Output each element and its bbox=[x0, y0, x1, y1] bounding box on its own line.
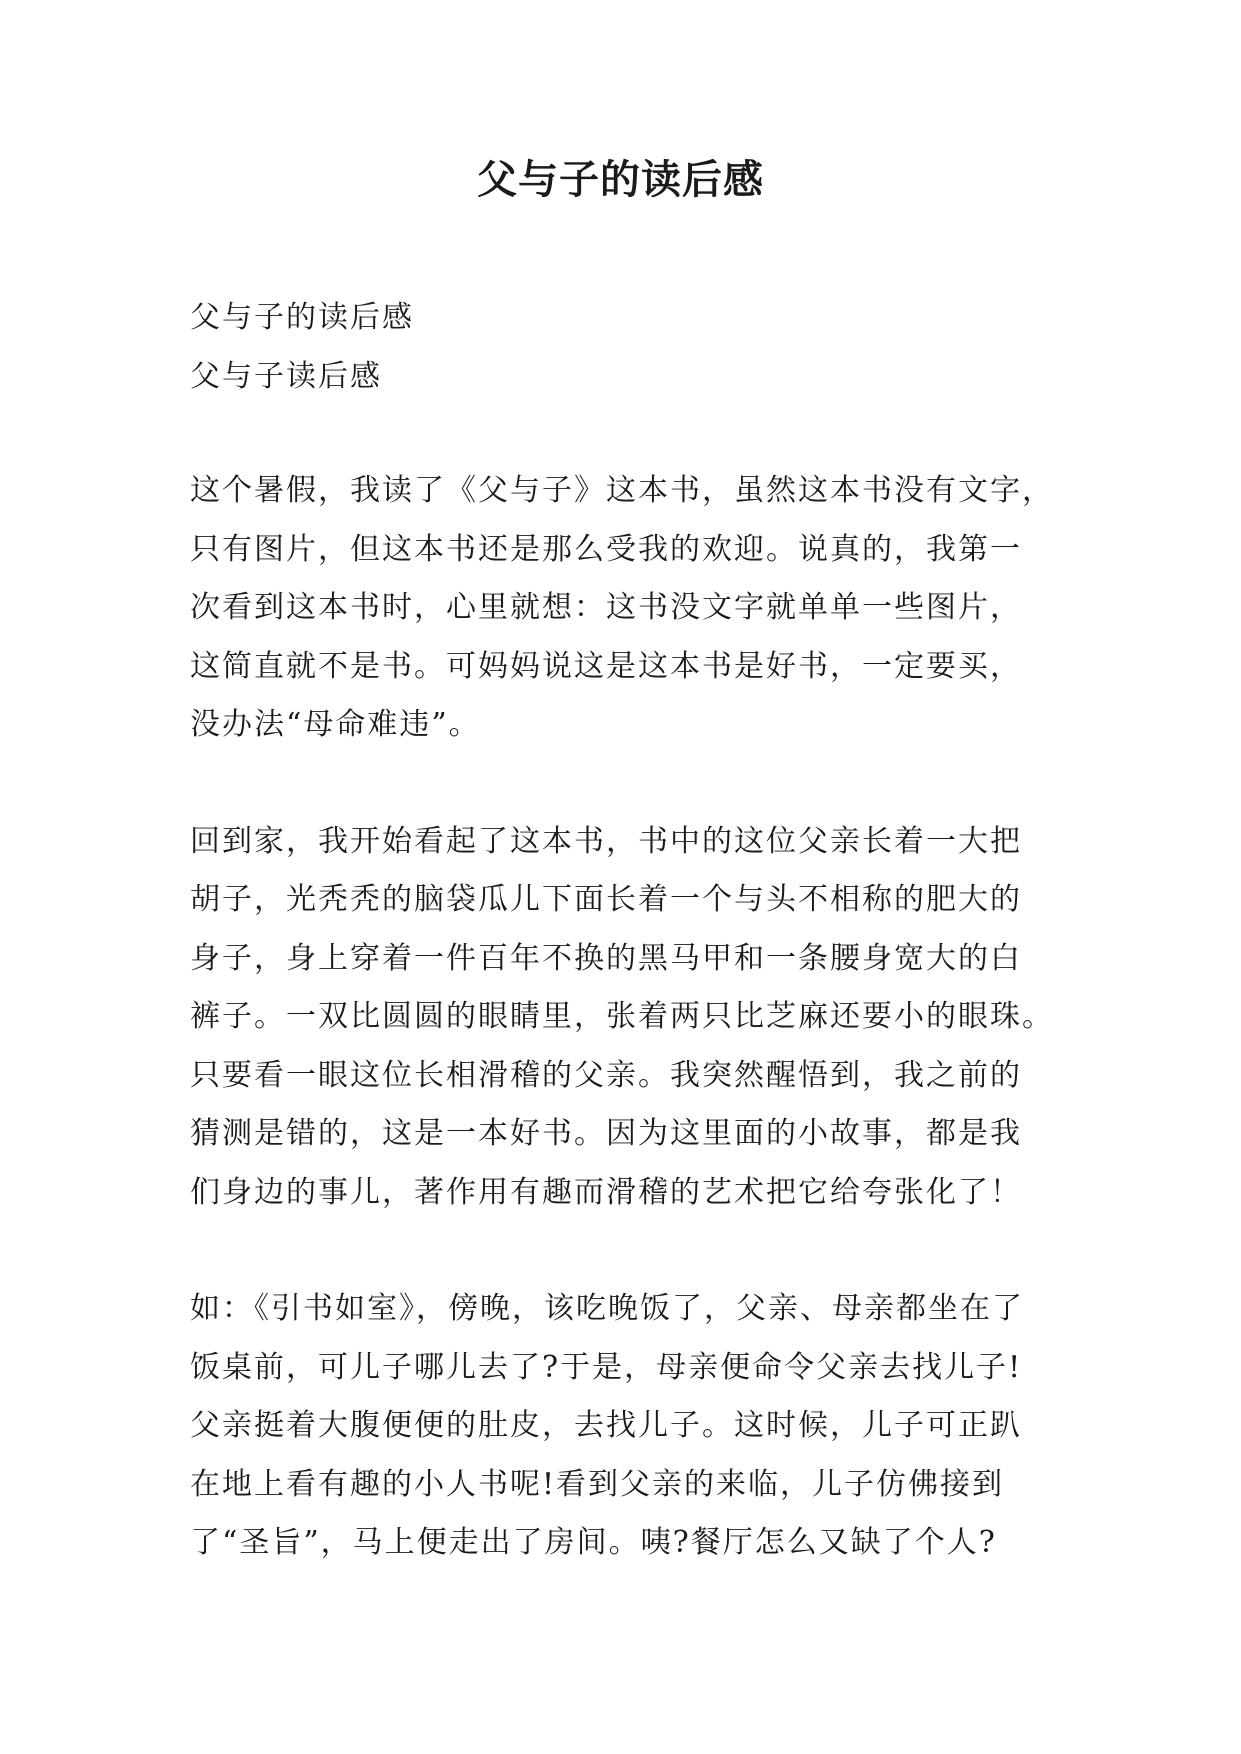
paragraph-line: 猜测是错的，这是一本好书。因为这里面的小故事，都是我 bbox=[190, 1116, 1022, 1151]
paragraph-2 bbox=[190, 813, 1060, 1223]
paragraph-line: 回到家，我开始看起了这本书，书中的这位父亲长着一大把 bbox=[190, 823, 1022, 859]
paragraph-line: 裤子。一双比圆圆的眼睛里，张着两只比芝麻还要小的眼珠。 bbox=[190, 999, 1054, 1034]
spacer bbox=[190, 1222, 1060, 1280]
spacer bbox=[190, 406, 1060, 462]
spacer bbox=[190, 755, 1060, 813]
subtitle-line: 父与子的读后感 bbox=[190, 300, 414, 335]
paragraph-line: 们身边的事儿，著作用有趣而滑稽的艺术把它给夸张化了！ bbox=[190, 1174, 1022, 1210]
paragraph-line: 胡子，光秃秃的脑袋瓜儿下面长着一个与头不相称的肥大的 bbox=[190, 882, 1022, 917]
paragraph-1 bbox=[190, 462, 1060, 755]
paragraph-line: 在地上看有趣的小人书呢!看到父亲的来临，儿子仿佛接到 bbox=[190, 1466, 1005, 1502]
document-title: 父与子的读后感 bbox=[477, 156, 764, 203]
paragraph-line: 只要看一眼这位长相滑稽的父亲。我突然醒悟到，我之前的 bbox=[190, 1057, 1022, 1093]
paragraph-line: 身子，身上穿着一件百年不换的黑马甲和一条腰身宽大的白 bbox=[190, 940, 1022, 976]
paragraph-line: 没办法“母命难违”。 bbox=[190, 707, 481, 742]
document-body bbox=[190, 289, 1060, 1573]
paragraph-line: 这个暑假，我读了《父与子》这本书，虽然这本书没有文字， bbox=[190, 473, 1054, 508]
subtitle-line: 父与子读后感 bbox=[190, 358, 382, 394]
paragraph-line: 如：《引书如室》，傍晚，该吃晚饭了，父亲、母亲都坐在了 bbox=[190, 1291, 1024, 1326]
paragraph-line: 了“圣旨”，马上便走出了房间。咦?餐厅怎么又缺了个人? bbox=[190, 1525, 997, 1560]
paragraph-line: 只有图片，但这本书还是那么受我的欢迎。说真的，我第一 bbox=[190, 531, 1022, 567]
paragraph-line: 这简直就不是书。可妈妈说这是这本书是好书，一定要买， bbox=[190, 648, 1022, 684]
paragraph-line: 父亲挺着大腹便便的肚皮，去找儿子。这时候，儿子可正趴 bbox=[190, 1408, 1022, 1443]
paragraph-3 bbox=[190, 1280, 1060, 1573]
paragraph-line: 饭桌前，可儿子哪儿去了?于是，母亲便命令父亲去找儿子! bbox=[190, 1349, 1023, 1385]
paragraph-line: 次看到这本书时，心里就想：这书没文字就单单一些图片， bbox=[190, 590, 1022, 625]
